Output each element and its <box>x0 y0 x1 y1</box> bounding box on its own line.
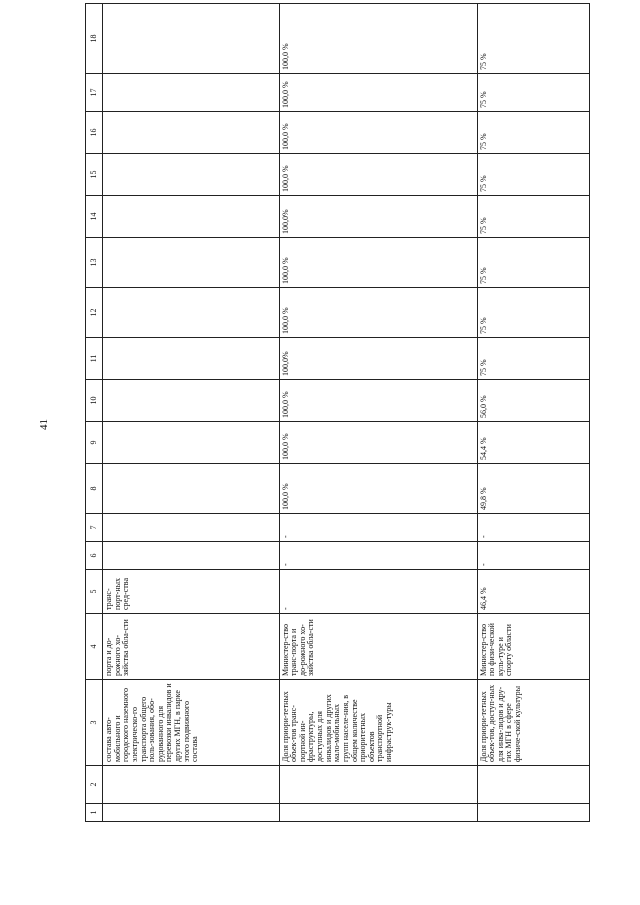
column-header: 13 <box>86 238 103 288</box>
column-header: 11 <box>86 338 103 380</box>
table-cell <box>103 804 280 822</box>
column-header: 5 <box>86 570 103 614</box>
table-cell <box>103 514 280 542</box>
table-cell <box>279 766 477 804</box>
indicator-name-cell: состава авто-мобильного и городского наземного электрическо-го транспорта общего поль-зования, обо-рудованного для перевозки инвалидов и других МГН, в парке этого подвижного состава <box>103 680 280 766</box>
value-cell: 46,4 % <box>477 570 589 614</box>
value-cell: - <box>477 514 589 542</box>
responsible-cell: Министер-ство транс-порта и до-рожного хо-зяйства обла-сти <box>279 614 477 680</box>
value-cell: - <box>279 570 477 614</box>
value-cell: 100,0 % <box>279 380 477 422</box>
value-cell: 75 % <box>477 74 589 112</box>
value-cell: 100,0 % <box>279 4 477 74</box>
table-cell <box>103 464 280 514</box>
column-header: 10 <box>86 380 103 422</box>
value-cell: 49,8 % <box>477 464 589 514</box>
table-frame <box>85 34 590 822</box>
column-header: 7 <box>86 514 103 542</box>
column-header: 15 <box>86 154 103 196</box>
value-cell: 75 % <box>477 338 589 380</box>
indicator-table <box>85 3 590 822</box>
table-cell <box>103 196 280 238</box>
value-cell: 100,0 % <box>279 74 477 112</box>
table-cell <box>279 804 477 822</box>
column-header: 18 <box>86 4 103 74</box>
value-cell: 100,0 % <box>279 288 477 338</box>
table-cell <box>103 74 280 112</box>
table-cell <box>477 804 589 822</box>
table-row <box>477 4 589 822</box>
indicator-name-cell: Доля приори-тетных объек-тов транс-портной ин-фраструктуры, доступных для инвалидов и других мало-мобильных групп населе-ния, в общем количестве приоритетных объектов транспортной инфраструк-туры <box>279 680 477 766</box>
table-cell <box>103 338 280 380</box>
table-row <box>279 4 477 822</box>
value-cell: 56,0 % <box>477 380 589 422</box>
column-header: 2 <box>86 766 103 804</box>
column-header: 14 <box>86 196 103 238</box>
table-cell <box>103 766 280 804</box>
column-header: 6 <box>86 542 103 570</box>
column-header: 12 <box>86 288 103 338</box>
column-header: 3 <box>86 680 103 766</box>
table-cell <box>477 766 589 804</box>
value-cell: 75 % <box>477 154 589 196</box>
responsible-cell: порта и до-рожного хо-зяйства обла-сти <box>103 614 280 680</box>
value-cell: - <box>279 514 477 542</box>
column-header: 17 <box>86 74 103 112</box>
value-cell: 100,0 % <box>279 464 477 514</box>
table-cell <box>103 422 280 464</box>
table-cell <box>103 380 280 422</box>
table-row <box>103 4 280 822</box>
table-cell <box>103 4 280 74</box>
column-header: 8 <box>86 464 103 514</box>
table-cell: транс-порт-ных сред-ства <box>103 570 280 614</box>
value-cell: 75 % <box>477 196 589 238</box>
value-cell: 100,0 % <box>279 238 477 288</box>
value-cell: - <box>279 542 477 570</box>
indicator-name-cell: Доля приори-тетных объек-тов, доступ-ных для инва-лидов и дру-гих МГН в сфере физиче-ской культуры <box>477 680 589 766</box>
value-cell: 100,0 % <box>279 112 477 154</box>
table-cell <box>103 154 280 196</box>
column-header: 16 <box>86 112 103 154</box>
column-header: 4 <box>86 614 103 680</box>
value-cell: 75 % <box>477 112 589 154</box>
column-header: 9 <box>86 422 103 464</box>
responsible-cell: Министер-ство по физи-ческой куль-туре и спорту области <box>477 614 589 680</box>
value-cell: - <box>477 542 589 570</box>
rotated-table-container <box>85 34 590 822</box>
value-cell: 75 % <box>477 4 589 74</box>
value-cell: 100,0 % <box>279 154 477 196</box>
value-cell: 100,0% <box>279 338 477 380</box>
table-cell <box>103 288 280 338</box>
value-cell: 100,0% <box>279 196 477 238</box>
value-cell: 75 % <box>477 238 589 288</box>
table-cell <box>103 238 280 288</box>
value-cell: 75 % <box>477 288 589 338</box>
value-cell: 100,0 % <box>279 422 477 464</box>
table-cell <box>103 542 280 570</box>
header-row <box>86 4 103 822</box>
page-number: 41 <box>38 419 50 430</box>
column-header: 1 <box>86 804 103 822</box>
table-cell <box>103 112 280 154</box>
value-cell: 54,4 % <box>477 422 589 464</box>
